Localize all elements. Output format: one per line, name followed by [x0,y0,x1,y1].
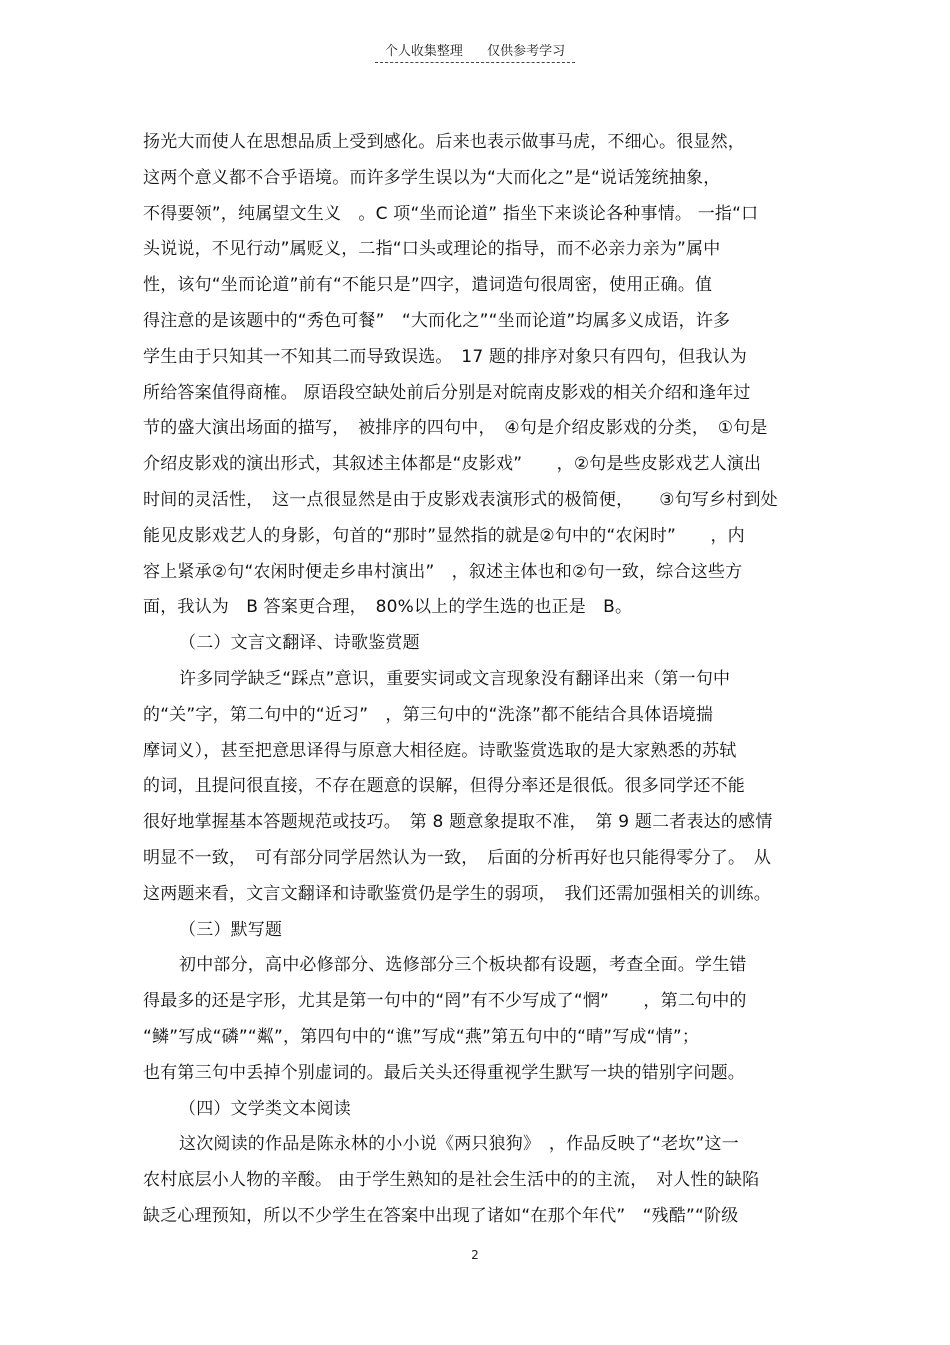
text-line: 很好地掌握基本答题规范或技巧。 第 8 题意象提取不准， 第 9 题二者表达的感情 [143,812,773,833]
text-line: 得注意的是该题中的“秀色可餐” “大而化之”“坐而论道”均属多义成语，许多 [143,310,731,331]
text-line: 不得要领”，纯属望文生义 。C 项“坐而论道” 指坐下来谈论各种事情。 一指“口 [143,203,759,224]
paragraph-first-line: 许多同学缺乏“踩点”意识，重要实词或文言现象没有翻译出来（第一句中 [179,668,731,689]
header-left-text: 个人收集整理 [384,44,463,59]
paragraph-first-line: 这次阅读的作品是陈永林的小小说《两只狼狗》 ，作品反映了“老坎”这一 [179,1134,739,1155]
text-line: 明显不一致， 可有部分同学居然认为一致， 后面的分析再好也只能得零分了。 从 [143,847,772,868]
header-underline [375,40,575,63]
page-header [0,40,950,63]
text-line: 的“关”字，第二句中的“近习” ，第三句中的“洗涤”都不能结合具体语境揣 [143,704,714,725]
text-line: 扬光大而使人在思想品质上受到感化。后来也表示做事马虎，不细心。很显然， [143,132,745,152]
text-line: 这两题来看，文言文翻译和诗歌鉴赏仍是学生的弱项， 我们还需加强相关的训练。 [143,883,771,904]
text-line: 能见皮影戏艺人的身影，句首的“那时”显然指的就是②句中的“农闲时” ，内 [143,525,745,546]
section-heading: （四）文学类文本阅读 [179,1098,351,1119]
section-heading: （二）文言文翻译、诗歌鉴赏题 [179,633,420,654]
text-line: 头说说，不见行动”属贬义，二指“口头或理论的指导，而不必亲力亲为”属中 [143,239,721,260]
text-line: 时间的灵活性， 这一点很显然是由于皮影戏表演形式的极简便， ③句写乡村到处 [143,489,778,510]
page-number: 2 [471,1248,479,1262]
text-line: 摩词义），甚至把意思译得与原意大相径庭。诗歌鉴赏选取的是大家熟悉的苏轼 [143,740,737,761]
paragraph-first-line: 初中部分，高中必修部分、选修部分三个板块都有设题，考查全面。学生错 [179,955,747,976]
text-line: 学生由于只知其一不知其二而导致误选。 17 题的排序对象只有四句，但我认为 [143,346,747,367]
text-line: 介绍皮影戏的演出形式，其叙述主体都是“皮影戏” ，②句是些皮影戏艺人演出 [143,454,762,475]
text-line: 缺乏心理预知，所以不少学生在答案中出现了诸如“在那个年代” “残酷”“阶级 [143,1205,739,1226]
text-line: 性，该句“坐而论道”前有“不能只是”四字，遣词造句很周密，使用正确。值 [143,275,713,296]
text-line: 节的盛大演出场面的描写， 被排序的四句中， ④句是介绍皮影戏的分类， ①句是 [143,418,768,439]
section-heading: （三）默写题 [179,919,283,940]
text-line: “鳞”写成“磷”“粼”，第四句中的“谯”写成“燕”第五句中的“晴”写成“情”； [143,1026,700,1047]
text-line: 容上紧承②句“农闲时便走乡串村演出” ，叙述主体也和②句一致，综合这些方 [143,561,743,582]
text-line: 这两个意义都不合乎语境。而许多学生误以为“大而化之”是“说话笼统抽象， [143,167,721,188]
body-text [143,125,811,1235]
text-line: 的词，且提问很直接，不存在题意的误解，但得分率还是很低。很多同学还不能 [143,776,745,797]
text-line: 得最多的还是字形，尤其是第一句中的“罔”有不少写成了“惘” ，第二句中的 [143,991,747,1012]
text-line: 农村底层小人物的辛酸。 由于学生熟知的是社会生活中的的主流， 对人性的缺陷 [143,1170,760,1191]
text-line: 所给答案值得商榷。 原语段空缺处前后分别是对皖南皮影戏的相关介绍和逢年过 [143,382,751,403]
text-line: 面，我认为 B 答案更合理， 80%以上的学生选的也正是 B。 [143,597,633,618]
header-right-text: 仅供参考学习 [487,44,566,59]
text-line: 也有第三句中丢掉个别虚词的。最后关头还得重视学生默写一块的错别字问题。 [143,1062,745,1083]
